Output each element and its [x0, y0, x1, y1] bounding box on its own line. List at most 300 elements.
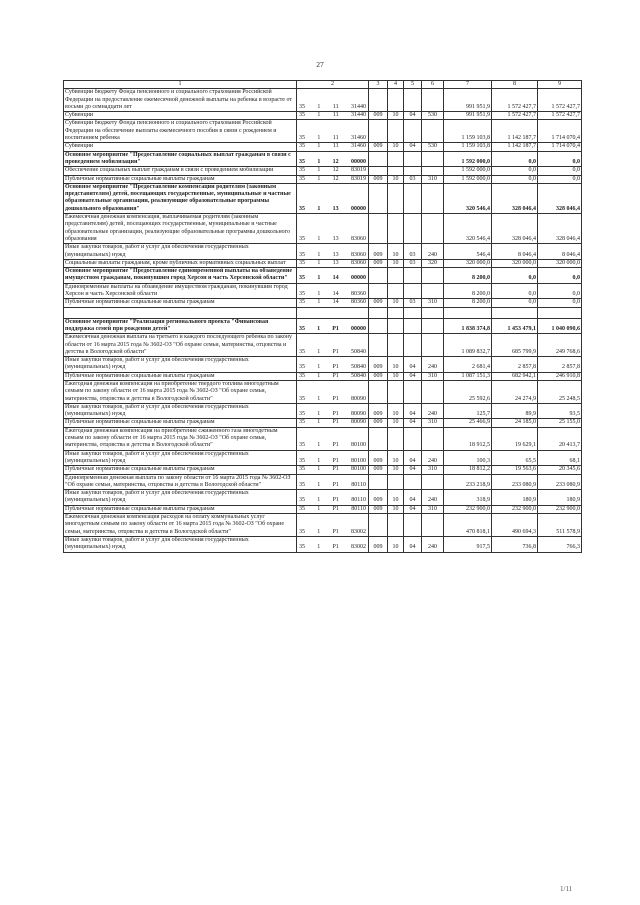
- code-part: 35: [299, 299, 305, 306]
- row-code: [297, 175, 369, 183]
- row-amount-year2: 0,0: [492, 175, 538, 183]
- code-part: 31460: [351, 135, 366, 142]
- row-code: [297, 419, 369, 427]
- row-expense-type: 240: [422, 403, 444, 419]
- row-code: [297, 334, 369, 357]
- code-part: 13: [332, 259, 339, 266]
- row-subsection: 03: [404, 259, 422, 267]
- row-ministry: 009: [369, 419, 388, 427]
- row-name: Единовременные выплаты на обзаведение имуществом гражданам, покинувшим город Херсон и часть Херсонской области: [64, 283, 297, 299]
- row-amount-year1: 1 089 832,7: [444, 334, 492, 357]
- row-name: Ежемесячная денежная компенсация, выплачиваемая родителям (законным представителям) детей, посещающих государственные, муниципальные и частные образовательные организации, реализующие образовательные программы дошкольного образования: [64, 214, 297, 244]
- code-part: 12: [332, 167, 339, 174]
- row-amount-year1: 232 900,0: [444, 505, 492, 513]
- row-name: Субвенции: [64, 143, 297, 151]
- code-part: 80110: [351, 481, 366, 488]
- row-amount-year2: 1 142 187,7: [492, 120, 538, 143]
- row-subsection: [404, 120, 422, 143]
- row-subsection: [404, 151, 422, 167]
- row-name: Ежемесячная денежная компенсация расходов на оплату коммунальных услуг многодетным семьям по закону области от 16 марта 2015 года № 3602-ОЗ "Об охране семьи, материнства, отцовства и детства в Вологодской области": [64, 514, 297, 537]
- row-amount-year3: 93,5: [538, 403, 582, 419]
- spacer-cell: [64, 307, 297, 318]
- row-amount-year3: 1 572 427,7: [538, 112, 582, 120]
- row-expense-type: 240: [422, 536, 444, 552]
- row-amount-year2: 8 046,4: [492, 244, 538, 260]
- code-part: 35: [299, 419, 305, 426]
- row-expense-type: [422, 120, 444, 143]
- code-part: 35: [299, 112, 305, 119]
- row-amount-year1: 546,4: [444, 244, 492, 260]
- code-part: 1: [317, 505, 321, 512]
- code-part: 1: [317, 251, 321, 258]
- table-row: [64, 283, 582, 299]
- row-name: Публичные нормативные социальные выплаты гражданам: [64, 505, 297, 513]
- row-section: 10: [388, 490, 404, 506]
- code-part: P1: [332, 348, 339, 355]
- row-code: [297, 151, 369, 167]
- code-part: 1: [317, 259, 321, 266]
- row-expense-type: 320: [422, 259, 444, 267]
- header-cell: 3: [369, 81, 388, 89]
- row-code: [297, 299, 369, 307]
- code-part: 35: [299, 544, 305, 551]
- code-part: 80090: [351, 411, 366, 418]
- code-part: 80090: [351, 395, 366, 402]
- code-part: 1: [317, 419, 321, 426]
- row-section: [388, 151, 404, 167]
- row-amount-year2: 19 563,6: [492, 466, 538, 474]
- row-ministry: [369, 268, 388, 284]
- code-part: 35: [299, 275, 305, 282]
- code-parts: [298, 299, 367, 306]
- code-parts: [298, 104, 367, 111]
- row-amount-year3: 20 413,7: [538, 427, 582, 450]
- row-name: Публичные нормативные социальные выплаты гражданам: [64, 466, 297, 474]
- code-parts: [298, 411, 367, 418]
- row-section: 10: [388, 505, 404, 513]
- code-parts: [298, 326, 367, 333]
- code-part: 14: [332, 275, 339, 282]
- row-amount-year2: 0,0: [492, 283, 538, 299]
- code-part: 1: [317, 544, 321, 551]
- row-expense-type: [422, 167, 444, 175]
- code-part: 00000: [350, 275, 366, 282]
- row-amount-year3: 1 572 427,7: [538, 89, 582, 112]
- table-row: [64, 89, 582, 112]
- row-subsection: [404, 427, 422, 450]
- header-cell: 4: [388, 81, 404, 89]
- table-row: [64, 151, 582, 167]
- row-section: 10: [388, 372, 404, 380]
- code-parts: [298, 236, 367, 243]
- table-row: [64, 372, 582, 380]
- code-part: 83002: [351, 528, 366, 535]
- row-code: [297, 490, 369, 506]
- code-part: 1: [317, 205, 321, 212]
- row-amount-year2: 180,9: [492, 490, 538, 506]
- row-code: [297, 167, 369, 175]
- table-row: [64, 380, 582, 403]
- row-amount-year1: 917,5: [444, 536, 492, 552]
- row-code: [297, 505, 369, 513]
- row-amount-year2: 0,0: [492, 268, 538, 284]
- row-section: 10: [388, 419, 404, 427]
- row-code: [297, 112, 369, 120]
- code-part: 13: [332, 235, 339, 242]
- row-expense-type: [422, 514, 444, 537]
- row-code: [297, 450, 369, 466]
- code-parts: [298, 466, 367, 473]
- code-part: P1: [332, 395, 339, 402]
- row-amount-year3: 20 345,6: [538, 466, 582, 474]
- code-part: P1: [332, 497, 339, 504]
- spacer-row: [64, 307, 582, 318]
- row-ministry: 009: [369, 490, 388, 506]
- table-row: [64, 403, 582, 419]
- code-part: 35: [299, 497, 305, 504]
- row-name: Публичные нормативные социальные выплаты гражданам: [64, 419, 297, 427]
- row-ministry: [369, 120, 388, 143]
- row-ministry: 009: [369, 143, 388, 151]
- row-name: Публичные нормативные социальные выплаты гражданам: [64, 175, 297, 183]
- row-ministry: 009: [369, 357, 388, 373]
- table-row: [64, 490, 582, 506]
- row-amount-year2: 233 080,9: [492, 474, 538, 490]
- row-expense-type: 240: [422, 357, 444, 373]
- row-name: Обеспечение социальных выплат гражданам в связи с проведением мобилизации: [64, 167, 297, 175]
- row-section: [388, 183, 404, 213]
- row-subsection: [404, 89, 422, 112]
- row-amount-year1: 233 218,9: [444, 474, 492, 490]
- code-part: 1: [317, 481, 321, 488]
- header-cell: 2: [297, 81, 369, 89]
- code-part: 1: [317, 235, 321, 242]
- row-ministry: 009: [369, 259, 388, 267]
- row-amount-year1: 1 592 000,0: [444, 175, 492, 183]
- row-expense-type: [422, 268, 444, 284]
- row-amount-year3: 1 714 070,4: [538, 120, 582, 143]
- table-row: [64, 357, 582, 373]
- table-header-row: [64, 81, 582, 89]
- table-row: [64, 514, 582, 537]
- row-amount-year3: 1 714 070,4: [538, 143, 582, 151]
- row-section: [388, 474, 404, 490]
- row-ministry: 009: [369, 466, 388, 474]
- table-row: [64, 112, 582, 120]
- row-name: Иные закупки товаров, работ и услуг для обеспечения государственных (муниципальных) нужд: [64, 450, 297, 466]
- table-row: [64, 299, 582, 307]
- code-part: 50840: [351, 348, 366, 355]
- row-amount-year2: 24 274,9: [492, 380, 538, 403]
- row-subsection: 03: [404, 175, 422, 183]
- row-expense-type: [422, 474, 444, 490]
- row-amount-year2: 736,8: [492, 536, 538, 552]
- row-ministry: 009: [369, 505, 388, 513]
- row-subsection: 04: [404, 357, 422, 373]
- budget-table: [63, 80, 582, 553]
- row-amount-year1: 320 546,4: [444, 183, 492, 213]
- row-expense-type: [422, 214, 444, 244]
- row-expense-type: [422, 151, 444, 167]
- row-amount-year1: 318,9: [444, 490, 492, 506]
- code-part: 11: [332, 112, 339, 119]
- row-code: [297, 403, 369, 419]
- row-section: 10: [388, 259, 404, 267]
- code-part: P1: [332, 457, 339, 464]
- table-row: [64, 318, 582, 334]
- code-part: 35: [299, 143, 305, 150]
- row-code: [297, 143, 369, 151]
- code-part: 35: [299, 372, 305, 379]
- code-part: P1: [332, 466, 339, 473]
- row-code: [297, 357, 369, 373]
- code-parts: [298, 419, 367, 426]
- code-part: 35: [299, 442, 305, 449]
- code-part: 35: [299, 251, 305, 258]
- table-row: [64, 450, 582, 466]
- row-subsection: [404, 514, 422, 537]
- code-part: 1: [317, 372, 321, 379]
- code-part: 14: [332, 291, 339, 298]
- code-part: 1: [317, 175, 321, 182]
- row-name: Иные закупки товаров, работ и услуг для обеспечения государственных (муниципальных) нужд: [64, 490, 297, 506]
- code-part: 80100: [351, 457, 366, 464]
- code-part: 00000: [350, 158, 366, 165]
- row-name: Ежегодная денежная компенсация на приобретение твердого топлива многодетным семьям по закону области от 16 марта 2015 года № 3602-ОЗ "Об охране семьи, материнства, отцовства и детства в Вологодской области": [64, 380, 297, 403]
- table-row: [64, 505, 582, 513]
- code-parts: [298, 260, 367, 267]
- row-amount-year3: 0,0: [538, 299, 582, 307]
- row-section: 10: [388, 403, 404, 419]
- row-section: [388, 214, 404, 244]
- row-amount-year3: 68,1: [538, 450, 582, 466]
- code-part: 1: [317, 497, 321, 504]
- row-amount-year2: 2 857,8: [492, 357, 538, 373]
- row-section: [388, 89, 404, 112]
- row-subsection: 04: [404, 403, 422, 419]
- code-part: 80100: [351, 442, 366, 449]
- row-amount-year1: 320 546,4: [444, 214, 492, 244]
- code-parts: [298, 252, 367, 259]
- code-part: 1: [317, 411, 321, 418]
- row-name: Субвенции: [64, 112, 297, 120]
- row-amount-year2: 685 799,9: [492, 334, 538, 357]
- table-row: [64, 244, 582, 260]
- row-code: [297, 268, 369, 284]
- row-section: 10: [388, 450, 404, 466]
- code-parts: [298, 506, 367, 513]
- row-ministry: 009: [369, 244, 388, 260]
- row-ministry: [369, 183, 388, 213]
- code-part: 80110: [351, 497, 366, 504]
- row-amount-year2: 328 046,4: [492, 183, 538, 213]
- row-ministry: 009: [369, 403, 388, 419]
- code-part: 14: [332, 299, 339, 306]
- row-expense-type: 240: [422, 244, 444, 260]
- spacer-cell: [404, 307, 422, 318]
- code-parts: [298, 159, 367, 166]
- header-cell: 7: [444, 81, 492, 89]
- row-name: Публичные нормативные социальные выплаты гражданам: [64, 372, 297, 380]
- code-part: 35: [299, 325, 305, 332]
- code-part: 35: [299, 103, 305, 110]
- spacer-cell: [297, 307, 369, 318]
- table-row: [64, 120, 582, 143]
- row-amount-year1: 2 681,4: [444, 357, 492, 373]
- code-part: 35: [299, 457, 305, 464]
- row-section: 10: [388, 299, 404, 307]
- code-part: 80360: [350, 299, 366, 306]
- row-subsection: 04: [404, 466, 422, 474]
- code-part: 35: [299, 291, 305, 298]
- table-row: [64, 536, 582, 552]
- code-parts: [298, 458, 367, 465]
- code-part: 1: [317, 103, 321, 110]
- row-name: Иные закупки товаров, работ и услуг для обеспечения государственных (муниципальных) нужд: [64, 536, 297, 552]
- table-row: [64, 183, 582, 213]
- code-part: 35: [299, 395, 305, 402]
- code-parts: [298, 112, 367, 119]
- row-subsection: [404, 380, 422, 403]
- row-subsection: [404, 268, 422, 284]
- row-amount-year3: 328 046,4: [538, 214, 582, 244]
- row-code: [297, 466, 369, 474]
- code-parts: [298, 275, 367, 282]
- row-subsection: [404, 474, 422, 490]
- row-amount-year2: 328 046,4: [492, 214, 538, 244]
- row-expense-type: [422, 427, 444, 450]
- row-section: 10: [388, 466, 404, 474]
- row-ministry: [369, 427, 388, 450]
- spacer-cell: [422, 307, 444, 318]
- row-name: Ежемесячная денежная выплата на третьего и каждого последующего ребенка по закону области от 16 марта 2015 года № 3602-ОЗ "Об охране семьи, материнства, отцовства и детства в Вологодской области": [64, 334, 297, 357]
- row-amount-year3: 25 155,0: [538, 419, 582, 427]
- row-ministry: [369, 318, 388, 334]
- code-parts: [298, 167, 367, 174]
- row-amount-year3: 0,0: [538, 167, 582, 175]
- code-part: 35: [299, 167, 305, 174]
- row-section: [388, 120, 404, 143]
- row-amount-year1: 8 200,0: [444, 299, 492, 307]
- page-number: 27: [316, 60, 324, 69]
- code-part: 31440: [351, 103, 366, 110]
- code-parts: [298, 206, 367, 213]
- row-amount-year3: 25 248,5: [538, 380, 582, 403]
- table-row: [64, 268, 582, 284]
- row-amount-year1: 1 159 103,8: [444, 143, 492, 151]
- row-subsection: 04: [404, 143, 422, 151]
- code-part: P1: [332, 442, 339, 449]
- row-amount-year2: 1 453 479,1: [492, 318, 538, 334]
- row-ministry: 009: [369, 450, 388, 466]
- table-row: [64, 334, 582, 357]
- code-part: 35: [299, 135, 305, 142]
- header-cell: 9: [538, 81, 582, 89]
- code-part: 13: [332, 205, 339, 212]
- row-code: [297, 536, 369, 552]
- code-part: 83060: [350, 251, 366, 258]
- code-part: 35: [299, 411, 305, 418]
- code-part: 1: [317, 299, 321, 306]
- code-part: 1: [317, 135, 321, 142]
- row-amount-year1: 18 812,2: [444, 466, 492, 474]
- code-part: 35: [299, 348, 305, 355]
- row-code: [297, 474, 369, 490]
- row-expense-type: [422, 283, 444, 299]
- row-expense-type: 310: [422, 419, 444, 427]
- code-part: 31460: [351, 143, 366, 150]
- code-part: 80110: [351, 505, 366, 512]
- header-cell: 1: [64, 81, 297, 89]
- row-expense-type: 310: [422, 175, 444, 183]
- code-part: 50840: [351, 372, 366, 379]
- code-part: 35: [299, 466, 305, 473]
- row-amount-year3: 511 578,9: [538, 514, 582, 537]
- header-cell: 5: [404, 81, 422, 89]
- row-amount-year2: 1 572 427,7: [492, 112, 538, 120]
- row-amount-year1: 1 592 000,0: [444, 167, 492, 175]
- code-parts: [298, 364, 367, 371]
- code-part: P1: [332, 544, 339, 551]
- code-part: P1: [332, 505, 339, 512]
- spacer-cell: [388, 307, 404, 318]
- row-subsection: 04: [404, 505, 422, 513]
- row-amount-year3: 328 046,4: [538, 183, 582, 213]
- row-amount-year1: 125,7: [444, 403, 492, 419]
- row-name: Социальные выплаты гражданам, кроме публичных нормативных социальных выплат: [64, 259, 297, 267]
- code-part: 50840: [351, 364, 366, 371]
- row-code: [297, 214, 369, 244]
- row-amount-year1: 320 000,0: [444, 259, 492, 267]
- row-section: 10: [388, 112, 404, 120]
- spacer-cell: [492, 307, 538, 318]
- code-part: 83002: [351, 544, 366, 551]
- code-part: P1: [332, 372, 339, 379]
- row-expense-type: 310: [422, 466, 444, 474]
- table-row: [64, 143, 582, 151]
- row-name: Основное мероприятие "Реализация регионального проекта "Финансовая поддержка семей при рождении детей": [64, 318, 297, 334]
- code-parts: [298, 544, 367, 551]
- row-code: [297, 372, 369, 380]
- code-parts: [298, 497, 367, 504]
- row-subsection: [404, 214, 422, 244]
- row-amount-year2: 65,5: [492, 450, 538, 466]
- row-subsection: [404, 334, 422, 357]
- row-expense-type: [422, 380, 444, 403]
- row-amount-year1: 991 951,9: [444, 89, 492, 112]
- row-amount-year3: 180,9: [538, 490, 582, 506]
- code-part: 83060: [350, 235, 366, 242]
- code-part: 35: [299, 528, 305, 535]
- row-amount-year1: 8 200,0: [444, 283, 492, 299]
- row-expense-type: 240: [422, 450, 444, 466]
- row-subsection: [404, 318, 422, 334]
- row-ministry: 009: [369, 299, 388, 307]
- header-cell: 8: [492, 81, 538, 89]
- row-section: [388, 318, 404, 334]
- row-code: [297, 380, 369, 403]
- code-part: P1: [332, 481, 339, 488]
- row-amount-year1: 1 087 151,3: [444, 372, 492, 380]
- row-ministry: [369, 514, 388, 537]
- code-parts: [298, 442, 367, 449]
- row-expense-type: 310: [422, 299, 444, 307]
- row-expense-type: [422, 318, 444, 334]
- code-part: 1: [317, 457, 321, 464]
- row-section: 10: [388, 143, 404, 151]
- row-expense-type: 530: [422, 112, 444, 120]
- code-part: 11: [332, 143, 339, 150]
